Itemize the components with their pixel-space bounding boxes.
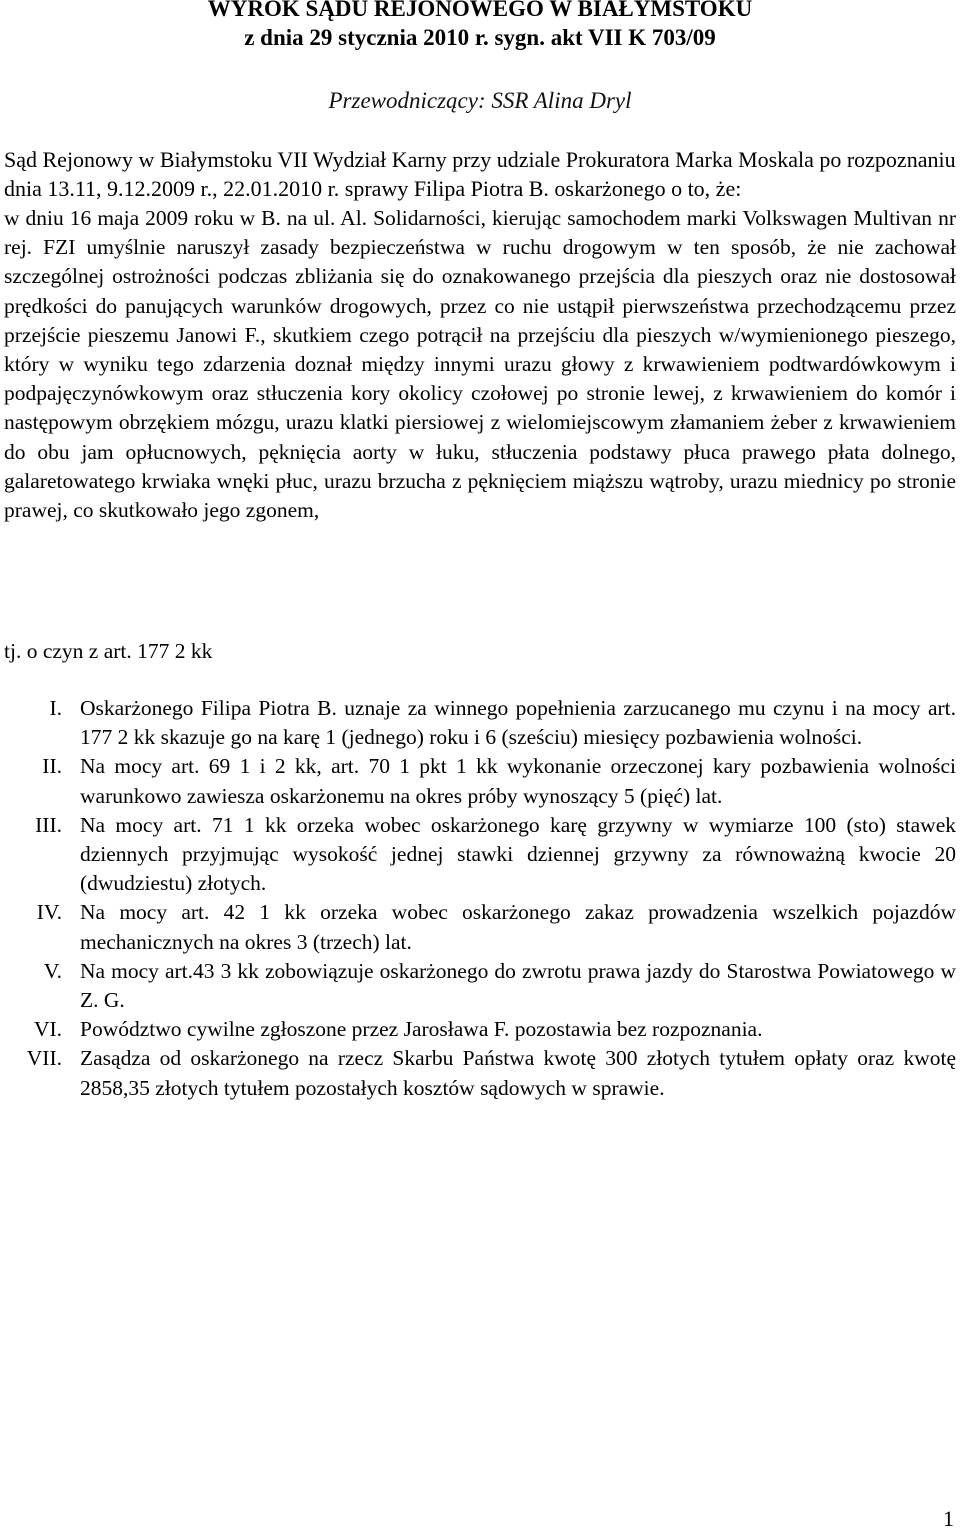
verdict-item-text: Zasądza od oskarżonego na rzecz Skarbu Państwa kwotę 300 złotych tytułem opłaty oraz kwotę 2858,35 złotych tytułem pozostałych kosztów sądowych w sprawie. <box>80 1046 956 1100</box>
verdict-item-text: Na mocy art. 42 1 kk orzeka wobec oskarżonego zakaz prowadzenia wszelkich pojazdów mechanicznych na okres 3 (trzech) lat. <box>80 900 956 954</box>
verdict-item-number: IV. <box>36 900 62 925</box>
judgment-title: WYROK SĄDU REJONOWEGO W BIAŁYMSTOKU <box>207 0 753 21</box>
judgment-header <box>0 0 960 52</box>
verdict-item <box>0 811 960 899</box>
legal-qualification: tj. o czyn z art. 177 2 kk <box>4 639 213 663</box>
verdict-item-text: Na mocy art. 71 1 kk orzeka wobec oskarżonego karę grzywny w wymiarze 100 (sto) stawek dziennych przyjmując wysokość jednej stawki dziennej grzywny za równoważną kwocie 20 (dwudziestu) złotych. <box>80 812 956 896</box>
verdict-item-text: Oskarżonego Filipa Piotra B. uznaje za winnego popełnienia zarzucanego mu czynu i na mocy art. 177 2 kk skazuje go na karę 1 (jednego) roku i 6 (sześciu) miesięcy pozbawienia wolności. <box>80 696 956 750</box>
verdict-item <box>0 1044 960 1102</box>
verdict-item-number: VI. <box>33 1017 62 1042</box>
presiding-judge: Przewodniczący: SSR Alina Dryl <box>328 88 632 113</box>
verdict-item-number: III. <box>35 812 62 837</box>
intro-paragraph: Sąd Rejonowy w Białymstoku VII Wydział Karny przy udziale Prokuratora Marka Moskala po rozpoznaniu dnia 13.11, 9.12.2009 r., 22.01.2010 r. sprawy Filipa Piotra B. oskarżonego o to, że: <box>4 147 956 201</box>
verdict-item-number: I. <box>49 696 62 720</box>
verdict-item-text: Na mocy art.43 3 kk zobowiązuje oskarżonego do zwrotu prawa jazdy do Starostwa Powiatowego w Z. G. <box>80 958 956 1013</box>
verdict-item <box>0 898 960 956</box>
verdict-item-number: II. <box>42 754 62 779</box>
charge-description: w dniu 16 maja 2009 roku w B. na ul. Al. Solidarności, kierując samochodem marki Volkswagen Multivan nr rej. FZI umyślnie naruszył zasady bezpieczeństwa w ruchu drogowym w ten sposób, że nie zachował szczególnej ostrożności podczas zbliżania się do oznakowanego przejścia dla pieszych oraz nie dostosował prędkości do panujących warunków drogowych, przez co nie ustąpił pierwszeństwa przechodzącemu przez przejście pieszemu Janowi F., skutkiem czego potrącił na przejściu dla pieszych w/wymienionego pieszego, który w wyniku tego zdarzenia doznał między innymi urazu głowy z krwawieniem podtwardówkowym i podpajęczynówkowym oraz stłuczenia kory okolicy czołowej po stronie lewej, z krwawieniem do komór i następowym obrzękiem mózgu, urazu klatki piersiowej z wielomiejscowym złamaniem żeber z krwawieniem do obu jam opłucnowych, pęknięcia aorty w łuku, stłuczenia podstawy płuca prawego płata dolnego, galaretowatego krwiaka wnęki płuc, urazu brzucha z pęknięciem miąższu wątroby, urazu miednicy po stronie prawej, co skutkowało jego zgonem, <box>4 206 956 523</box>
page-number: 1 <box>943 1505 954 1531</box>
verdict-item-text: Na mocy art. 69 1 i 2 kk, art. 70 1 pkt 1 kk wykonanie orzeczonej kary pozbawienia wolności warunkowo zawiesza oskarżonemu na okres próby wynoszący 5 (pięć) lat. <box>80 754 956 808</box>
verdict-item <box>0 694 960 752</box>
verdict-list <box>0 694 960 1103</box>
verdict-item <box>0 957 960 1015</box>
verdict-item-number: V. <box>43 958 62 983</box>
verdict-item-text: Powództwo cywilne zgłoszone przez Jarosława F. pozostawia bez rozpoznania. <box>80 1017 763 1042</box>
verdict-item <box>0 752 960 810</box>
verdict-item <box>0 1015 960 1044</box>
judgment-date-signature: z dnia 29 stycznia 2010 r. sygn. akt VII K 703/09 <box>244 25 716 50</box>
verdict-item-number: VII. <box>26 1046 62 1071</box>
